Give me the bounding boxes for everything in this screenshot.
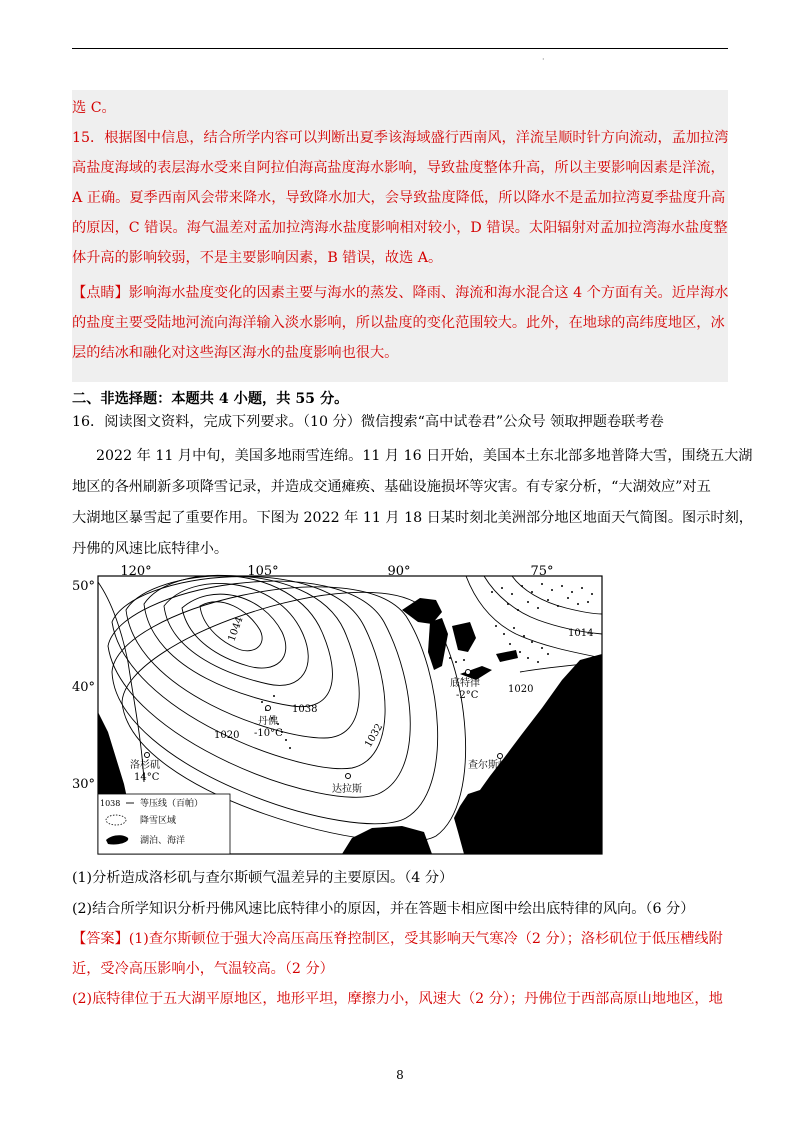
answer-line-3: A 正确。夏季西南风会带来降水，导致降水加大，会导致盐度降低，所以降水不是孟加拉湾夏季盐度升高 — [72, 190, 726, 206]
lon-label-105: 105° — [247, 564, 279, 579]
answer-line-1: 15．根据图中信息，结合所学内容可以判断出夏季该海域盛行西南风，洋流呈顺时针方向流动，孟加拉湾 — [72, 130, 729, 146]
city-dot-charleston — [498, 754, 503, 759]
material-line-1: 地区的各州刷新多项降雪记录，并造成交通瘫痪、基础设施损坏等灾害。有专家分析，“大湖效应”对五 — [72, 479, 711, 495]
city-dot-los-angeles — [145, 753, 150, 758]
map-legend — [98, 794, 230, 854]
city-dot-denver — [266, 706, 271, 711]
isobar-label-1044: 1044 — [226, 615, 246, 644]
city-temp-denver: -10°C — [254, 728, 283, 739]
answer-line-0: 选 C。 — [72, 100, 116, 116]
section-title: 二、非选择题：本题共 4 小题，共 55 分。 — [72, 391, 349, 407]
lon-label-90: 90° — [387, 564, 411, 579]
isobar-label-1014: 1014 — [568, 628, 594, 639]
weather-map — [72, 562, 604, 856]
lat-label-50: 50° — [72, 579, 96, 594]
legend-snow-text: 降雪区域 — [140, 816, 177, 826]
isobar-label-1020-west: 1020 — [214, 730, 240, 741]
dianjing-line-2: 层的结冰和融化对这些海区海水的盐度影响也很大。 — [72, 345, 399, 361]
material-line-0: 2022 年 11 月中旬，美国多地雨雪连绵。11 月 16 日开始，美国本土东北部多地普降大雪，围绕五大湖 — [96, 448, 753, 464]
city-temp-detroit: -2°C — [456, 690, 479, 701]
isobar-label-1032: 1032 — [363, 721, 386, 750]
legend-snow-icon — [106, 815, 126, 825]
city-name-detroit: 底特律 — [450, 678, 480, 689]
material-line-3: 丹佛的风速比底特律小。 — [72, 541, 229, 557]
isobar-label-1020-east: 1020 — [508, 684, 534, 695]
lat-label-40: 40° — [72, 680, 96, 695]
dianjing-line-0: 【点睛】影响海水盐度变化的因素主要与海水的蒸发、降雨、海流和海水混合这 4 个方面有关。近岸海水 — [72, 285, 729, 301]
answer-line-2: 高盐度海域的表层海水受来自阿拉伯海高盐度海水影响，导致盐度整体升高，所以主要影响因素是洋流， — [72, 160, 725, 176]
sub-question-2: (2)结合所学知识分析丹佛风速比底特律小的原因，并在答题卡相应图中绘出底特律的风向。（6 分） — [72, 901, 695, 917]
lat-label-30: 30° — [72, 777, 96, 792]
city-dot-dallas — [346, 774, 351, 779]
legend-isobar-text: 等压线（百帕） — [140, 799, 204, 809]
legend-water-text: 湖泊、海洋 — [140, 836, 186, 846]
isobar-label-1038: 1038 — [292, 704, 318, 715]
lon-label-75: 75° — [530, 564, 554, 579]
sub-question-1: (1)分析造成洛杉矶与查尔斯顿气温差异的主要原因。（4 分） — [72, 870, 454, 886]
question-stem: 16．阅读图文资料，完成下列要求。（10 分）微信搜索“高中试卷君”公众号 领取押题卷联考卷 — [72, 414, 664, 430]
city-name-denver: 丹佛 — [258, 716, 278, 727]
city-name-los-angeles: 洛杉矶 — [130, 760, 160, 771]
city-dot-detroit — [466, 670, 471, 675]
answer-key-line-0: 【答案】(1)查尔斯顿位于强大冷高压高压脊控制区，受其影响天气寒冷（2 分）；洛杉矶位于低压槽线附 — [72, 931, 723, 947]
answer-line-5: 体升高的影响较弱，不是主要影响因素，B 错误，故选 A。 — [72, 250, 443, 266]
header-rule — [72, 48, 728, 49]
city-temp-los-angeles: 14°C — [134, 772, 160, 783]
answer-line-4: 的原因，C 错误。海气温差对孟加拉湾海水盐度影响相对较小，D 错误。太阳辐射对孟加拉湾海水盐度整 — [72, 220, 728, 236]
city-name-charleston: 查尔斯顿 — [468, 760, 508, 771]
page-number: 8 — [396, 1068, 404, 1082]
answer-key-line-1: 近，受冷高压影响小，气温较高。（2 分） — [72, 961, 334, 977]
header-mark: · — [542, 55, 545, 64]
lon-label-120: 120° — [120, 564, 152, 579]
legend-isobar-value: 1038 — [100, 799, 121, 808]
dianjing-line-1: 的盐度主要受陆地河流向海洋输入淡水影响，所以盐度的变化范围较大。此外，在地球的高纬度地区，冰 — [72, 315, 725, 331]
material-line-2: 大湖地区暴雪起了重要作用。下图为 2022 年 11 月 18 日某时刻北美洲部分地区地面天气简图。图示时刻， — [72, 510, 753, 526]
city-name-dallas: 达拉斯 — [332, 784, 362, 795]
answer-key-line-2: (2)底特律位于五大湖平原地区，地形平坦，摩擦力小，风速大（2 分）；丹佛位于西部高原山地地区，地 — [72, 991, 723, 1007]
